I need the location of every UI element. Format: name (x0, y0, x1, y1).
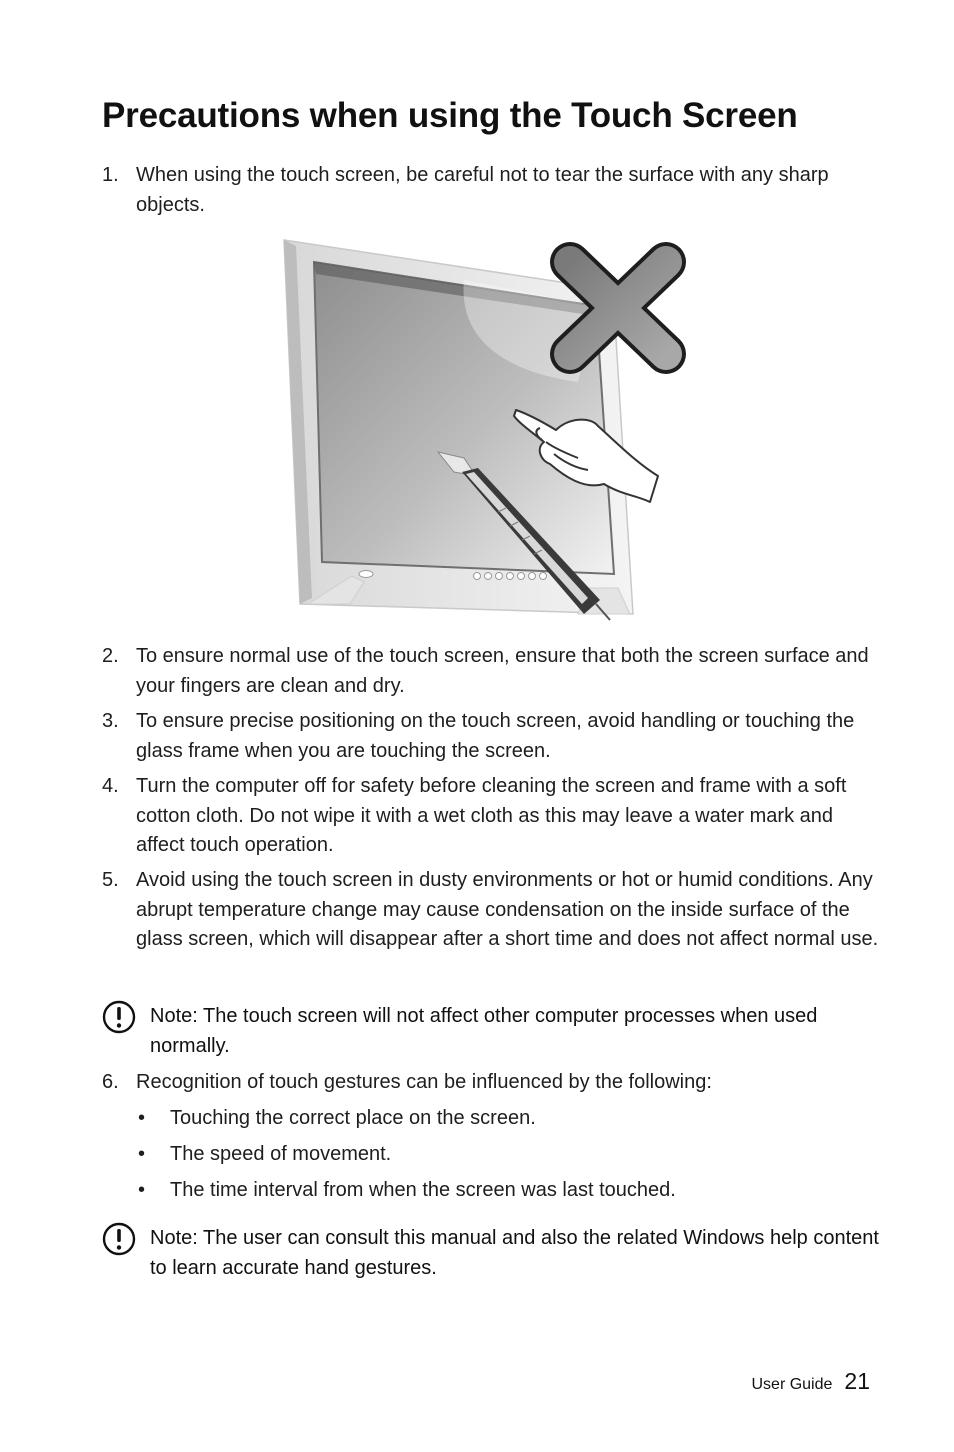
list-item (102, 1068, 882, 1098)
note-callout (102, 1002, 882, 1061)
page-footer (751, 1368, 870, 1395)
item-number: 3. (102, 710, 119, 732)
item-number: 2. (102, 645, 119, 667)
bullet-text: The time interval from when the screen was last touched. (170, 1179, 676, 1201)
list-item (102, 642, 882, 701)
list-item (102, 707, 882, 766)
item-number: 6. (102, 1071, 119, 1093)
note-text: The user can consult this manual and also the related Windows help content to learn accurate hand gestures. (150, 1227, 879, 1279)
list-item (102, 772, 882, 861)
bullet-text: Touching the correct place on the screen. (170, 1107, 536, 1129)
item-number: 4. (102, 775, 119, 797)
list-item (102, 161, 882, 220)
item-text: Avoid using the touch screen in dusty environments or hot or humid conditions. Any abrupt temperature change may cause condensation on the inside surface of the glass screen, which will disappear after a short time and does not affect normal use. (136, 869, 879, 950)
bullet-item: • The time interval from when the screen was last touched. (138, 1176, 878, 1206)
item-number: 5. (102, 869, 119, 891)
bullet-text: The speed of movement. (170, 1143, 392, 1165)
note-label: Note: (150, 1005, 198, 1027)
touch-screen-warning-illustration (278, 232, 698, 622)
list-item (102, 866, 882, 955)
item-text: To ensure normal use of the touch screen, ensure that both the screen surface and your fingers are clean and dry. (136, 645, 869, 697)
note-label: Note: (150, 1227, 198, 1249)
item-number: 1. (102, 164, 119, 186)
footer-guide-label: User Guide (751, 1376, 833, 1393)
page-number: 21 (844, 1368, 870, 1394)
note-text: The touch screen will not affect other computer processes when used normally. (150, 1005, 818, 1057)
attention-icon (102, 1000, 136, 1034)
attention-icon (102, 1222, 136, 1256)
item-text: To ensure precise positioning on the touch screen, avoid handling or touching the glass frame when you are touching the screen. (136, 710, 855, 762)
bullet-item: • Touching the correct place on the screen. (138, 1104, 878, 1134)
item-text: Recognition of touch gestures can be influenced by the following: (136, 1071, 712, 1093)
item-text: When using the touch screen, be careful not to tear the surface with any sharp objects. (136, 164, 829, 216)
bullet-item: • The speed of movement. (138, 1140, 878, 1170)
page-title: Precautions when using the Touch Screen (102, 96, 798, 135)
item-text: Turn the computer off for safety before cleaning the screen and frame with a soft cotton cloth. Do not wipe it with a wet cloth as this may leave a water mark and affect touch operation. (136, 775, 847, 856)
note-callout (102, 1224, 882, 1283)
